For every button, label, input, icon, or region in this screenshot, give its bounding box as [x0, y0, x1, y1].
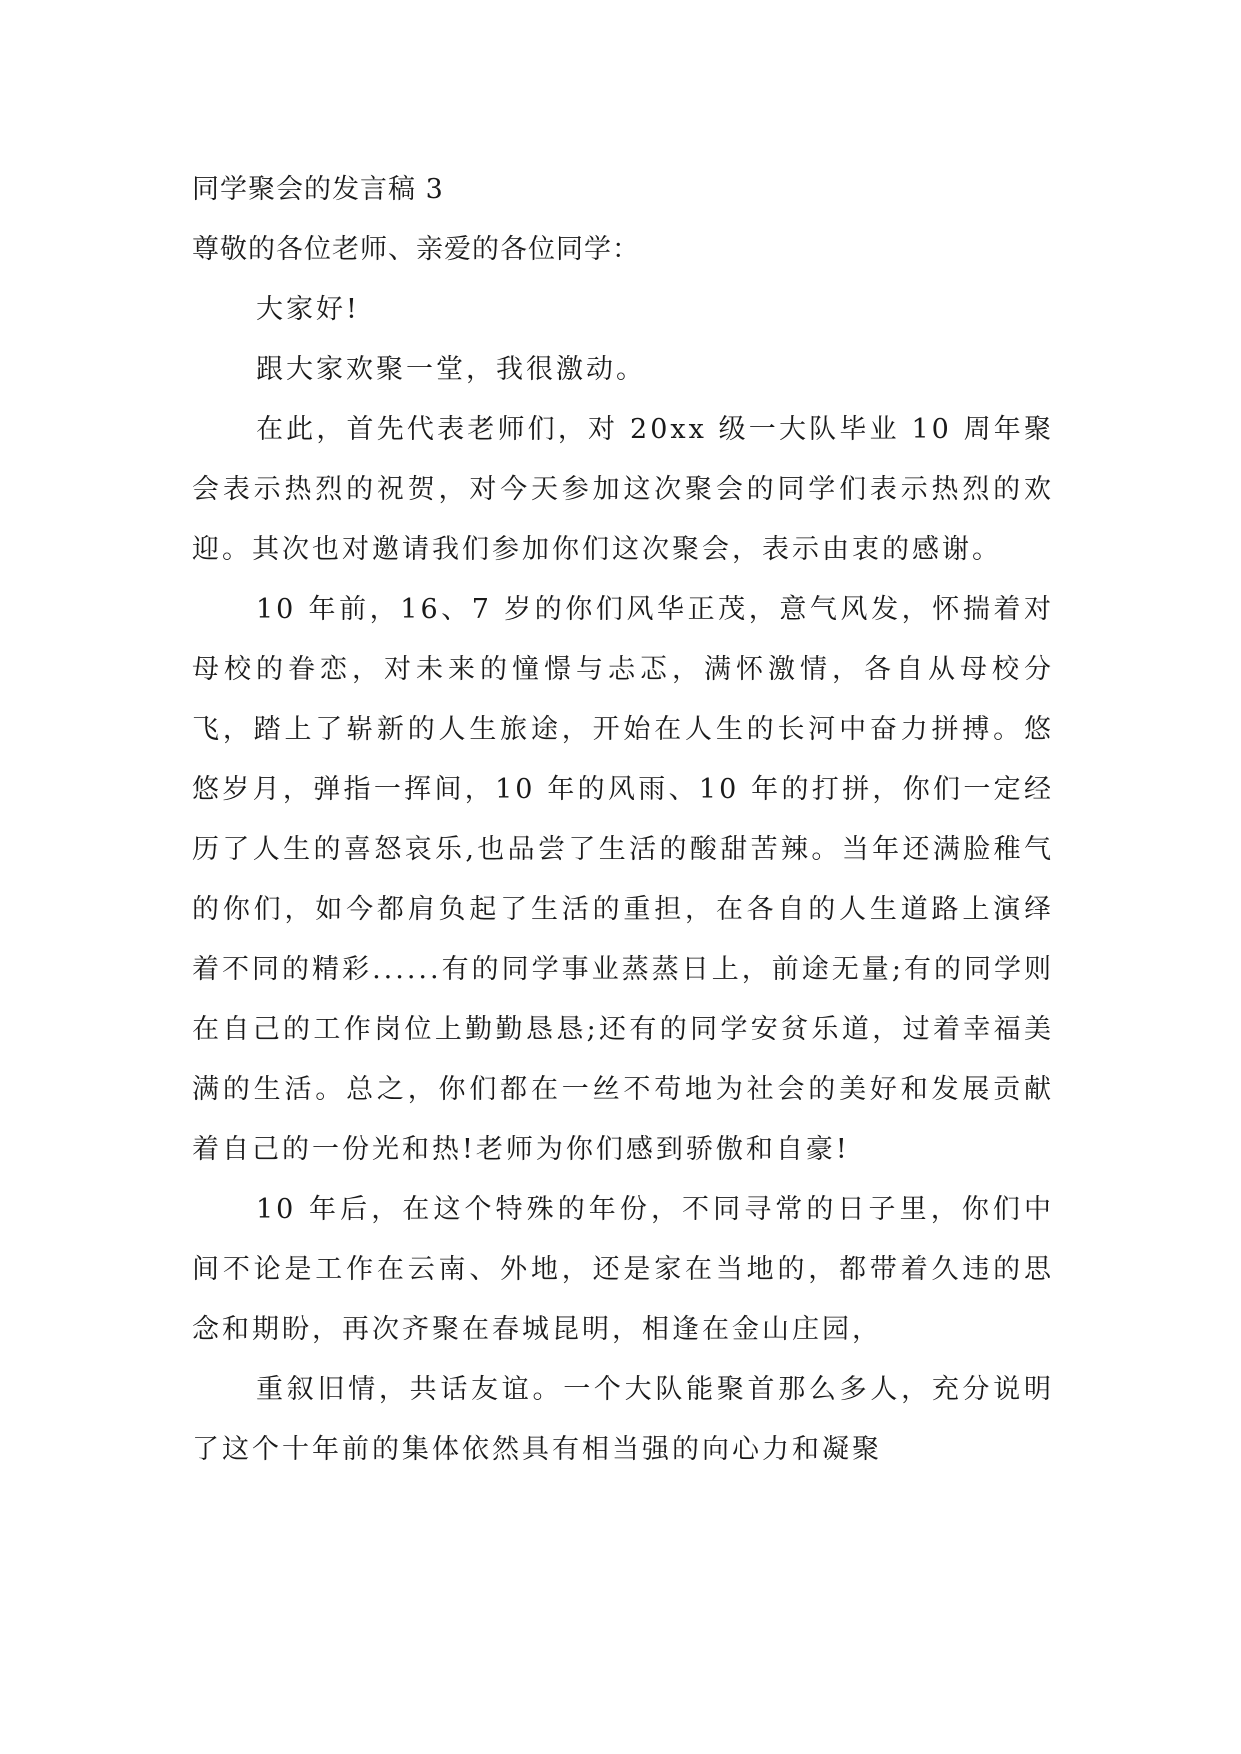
document-title: 同学聚会的发言稿 3: [192, 174, 444, 205]
paragraph-ten-years-ago: 10 年前，16、7 岁的你们风华正茂，意气风发，怀揣着对母校的眷恋，对未来的憧憬与忐忑，满怀激情，各自从母校分飞，踏上了崭新的人生旅途，开始在人生的长河中奋力拼搏。悠悠岁月，弹指一挥间，10 年的风雨、10 年的打拼，你们一定经历了人生的喜怒哀乐,也品尝了生活的酸甜苦辣。当年还满脸稚气的你们，如今都肩负起了生活的重担，在各自的人生道路上演绎着不同的精彩......有的同学事业蒸蒸日上，前途无量;有的同学则在自己的工作岗位上勤勤恳恳;还有的同学安贫乐道，过着幸福美满的生活。总之，你们都在一丝不苟地为社会的美好和发展贡献着自己的一份光和热!老师为你们感到骄傲和自豪!: [192, 594, 1054, 1165]
paragraph-excitement: 跟大家欢聚一堂，我很激动。: [256, 354, 646, 385]
document-body: [192, 160, 1054, 1480]
paragraph-greeting: 大家好!: [256, 294, 360, 325]
paragraph-congratulations: 在此，首先代表老师们，对 20xx 级一大队毕业 10 周年聚会表示热烈的祝贺，对今天参加这次聚会的同学们表示热烈的欢迎。其次也对邀请我们参加你们这次聚会，表示由衷的感谢。: [192, 414, 1054, 565]
salutation: 尊敬的各位老师、亲爱的各位同学：: [192, 234, 640, 265]
paragraph-ten-years-later: 10 年后，在这个特殊的年份，不同寻常的日子里，你们中间不论是工作在云南、外地，还是家在当地的，都带着久违的思念和期盼，再次齐聚在春城昆明，相逢在金山庄园，: [192, 1194, 1054, 1345]
paragraph-reunion: 重叙旧情，共话友谊。一个大队能聚首那么多人，充分说明了这个十年前的集体依然具有相当强的向心力和凝聚: [192, 1374, 1054, 1465]
